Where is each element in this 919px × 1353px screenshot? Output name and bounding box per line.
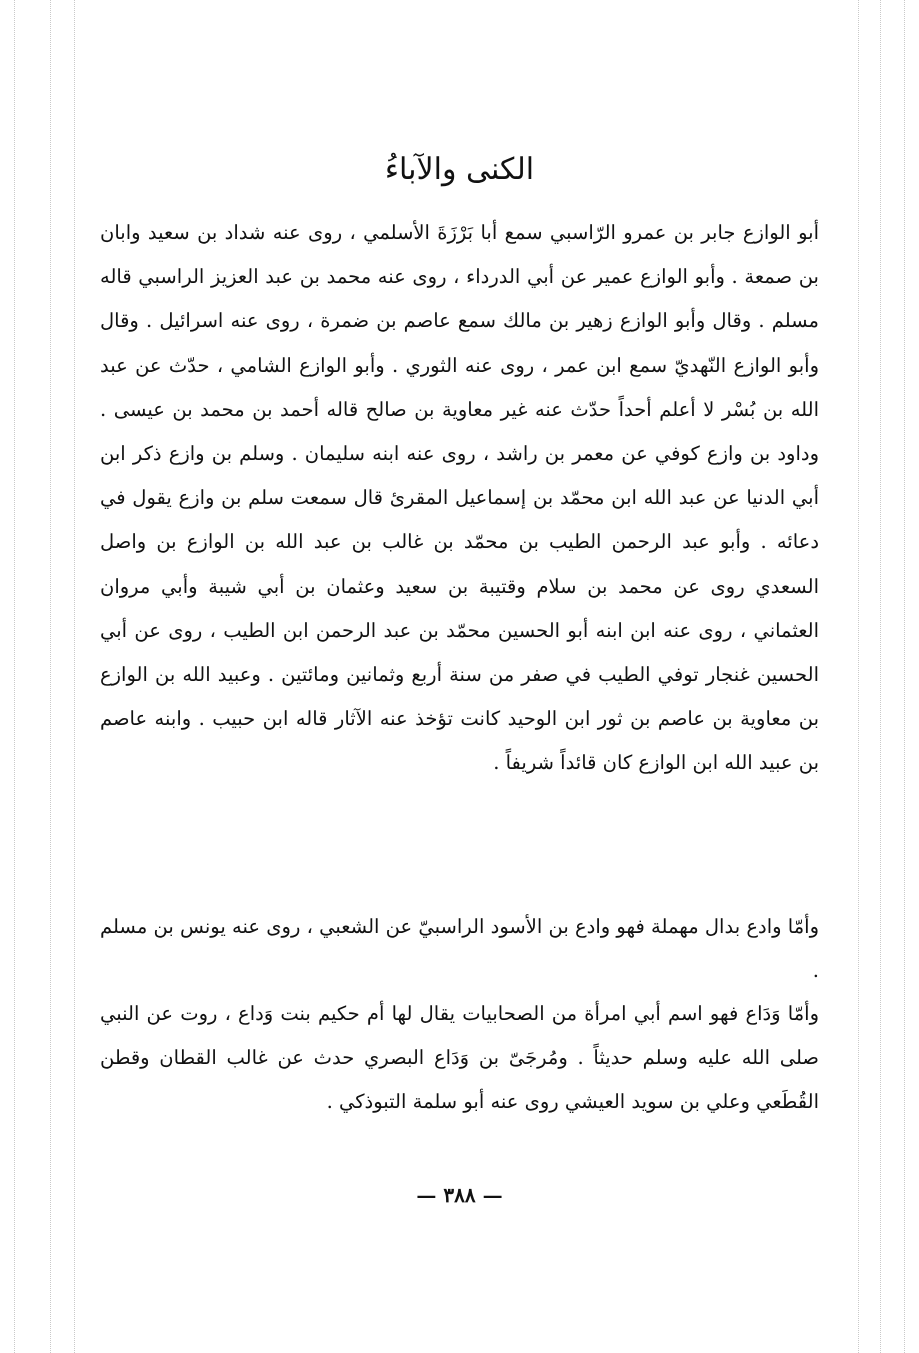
page-number: — ٣٨٨ — — [416, 1183, 503, 1207]
margin-guide-line — [904, 0, 905, 1353]
margin-guide-line — [880, 0, 881, 1353]
margin-guide-line — [50, 0, 51, 1353]
margin-guide-line — [74, 0, 75, 1353]
paragraph-wadaa — [100, 992, 819, 1125]
page-title: الكنى والآباءُ — [384, 152, 535, 187]
paragraph-abu-al-wazi — [100, 211, 819, 786]
margin-guide-line — [14, 0, 15, 1353]
margin-guide-line — [858, 0, 859, 1353]
paragraph-text: وأمّا وَدَاع فهو اسم أبي امرأة من الصحابيات يقال لها أم حكيم بنت وَداع ، روت عن النبي صلى الله عليه وسلم حديثاً . ومُرجَىّ بن وَدَاع البصري حدث عن غالب القطان وقطن القُطَعي وعلي بن سويد العيشي روى عنه أبو سلمة التبوذكي . — [100, 1002, 819, 1114]
paragraph-text: أبو الوازع جابر بن عمرو الرّاسبي سمع أبا بَرْزَةَ الأسلمي ، روى عنه شداد بن سعيد وابان بن صمعة . وأبو الوازع عمير عن أبي الدرداء ، روى عنه محمد بن عبد العزيز الراسبي قاله مسلم . وقال وأبو الوازع زهير بن مالك سمع عاصم بن ضمرة ، روى عنه اسرائيل . وقال وأبو الوازع النّهديّ سمع ابن عمر ، روى عنه الثوري . وأبو الوازع الشامي ، حدّث عن عبد الله بن بُسْر لا أعلم أحداً حدّث عنه غير معاوية بن صالح قاله أحمد بن محمد بن عيسى . وداود بن وازع كوفي عن معمر بن راشد ، روى عنه ابنه سليمان . وسلم بن وازع ذكر ابن أبي الدنيا عن عبد الله ابن محمّد بن إسماعيل المقرئ قال سمعت سلم بن وازع يقول في دعائه . وأبو عبد الرحمن الطيب بن محمّد بن غالب بن عبد الله بن الوازع بن واصل السعدي روى عن محمد بن سلام وقتيبة بن سعيد وعثمان بن أبي شيبة وأبي مروان العثماني ، روى عنه ابن ابنه أبو الحسين محمّد بن عبد الرحمن ابن الطيب ، روى عن أبي الحسين غنجار توفي الطيب في صفر من سنة أربع وثمانين ومائتين . وعبيد الله بن الوازع بن معاوية بن عاصم بن ثور ابن الوحيد كانت تؤخذ عنه الآثار قاله ابن حبيب . وابنه عاصم بن عبيد الله ابن الوازع كان قائداً شريفاً . — [100, 221, 820, 775]
paragraph-wadi — [100, 905, 819, 993]
paragraph-text: وأمّا وادع بدال مهملة فهو وادع بن الأسود الراسبيّ عن الشعبي ، روى عنه يونس بن مسلم . — [100, 915, 819, 983]
